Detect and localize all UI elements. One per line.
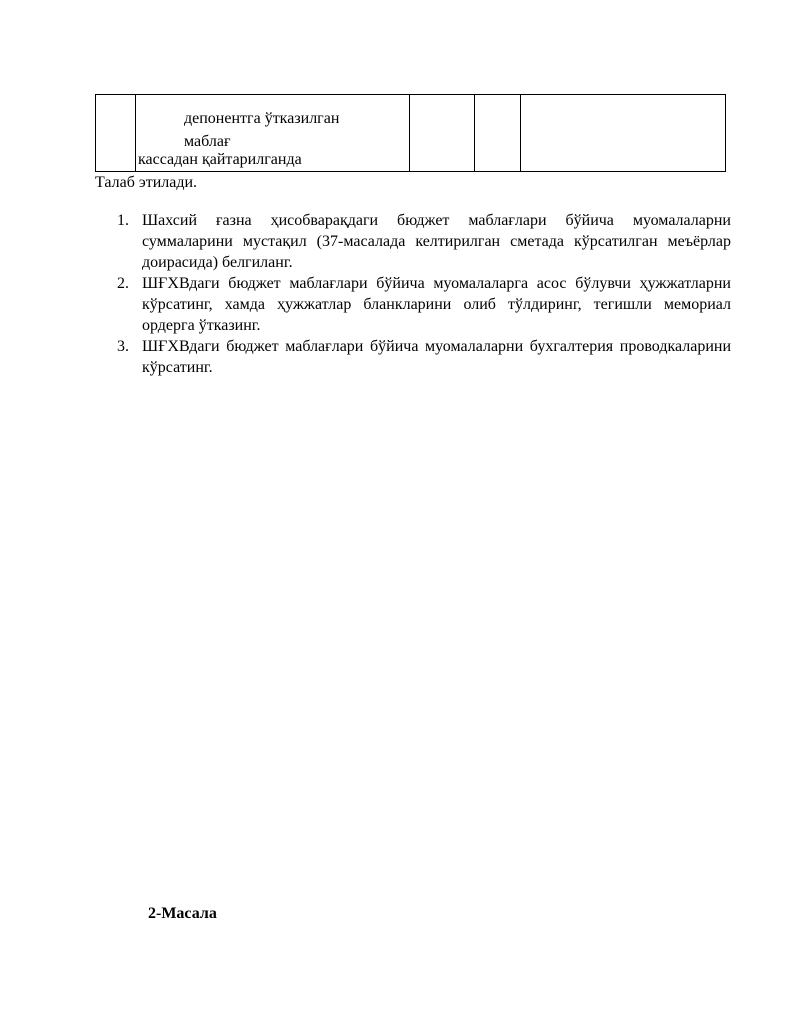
table-cell-number — [96, 95, 136, 172]
list-item-number: 1. — [117, 212, 129, 229]
transactions-table — [95, 94, 726, 172]
list-item-text: ШҒХВдаги бюджет маблағлари бўйича муомалаларни бухгалтерия проводкаларини кўрсатинг. — [142, 338, 731, 376]
list-item — [117, 210, 731, 273]
description-line: депонентга ўтказилган — [184, 110, 340, 127]
table-cell-amount — [521, 95, 726, 172]
table-cell-credit — [475, 95, 521, 172]
list-item — [117, 273, 731, 336]
list-item-number: 3. — [117, 338, 129, 355]
list-item-text: Шахсий ғазна ҳисобварақдаги бюджет маблағлари бўйича муомалаларни суммаларини мустақил (37-масалада келтирилган сметада кўрсатилган меъёрлар доирасида) белгиланг. — [142, 212, 731, 271]
list-item — [117, 336, 731, 378]
table-cell-debit — [410, 95, 475, 172]
requirements-intro: Талаб этилади. — [95, 174, 198, 191]
list-item-text: ШҒХВдаги бюджет маблағлари бўйича муомалаларга асос бўлувчи ҳужжатларни кўрсатинг, хамда ҳужжатлар бланкларини олиб тўлдиринг, тегишли мемориал ордерга ўтказинг. — [142, 275, 731, 334]
list-item-number: 2. — [117, 275, 129, 292]
table-row — [96, 95, 726, 172]
task-list — [117, 210, 731, 378]
section-heading: 2-Масала — [148, 905, 217, 922]
description-line: маблағ — [184, 133, 231, 150]
description-line: кассадан қайтарилганда — [138, 151, 302, 168]
table-cell-description — [136, 95, 410, 172]
